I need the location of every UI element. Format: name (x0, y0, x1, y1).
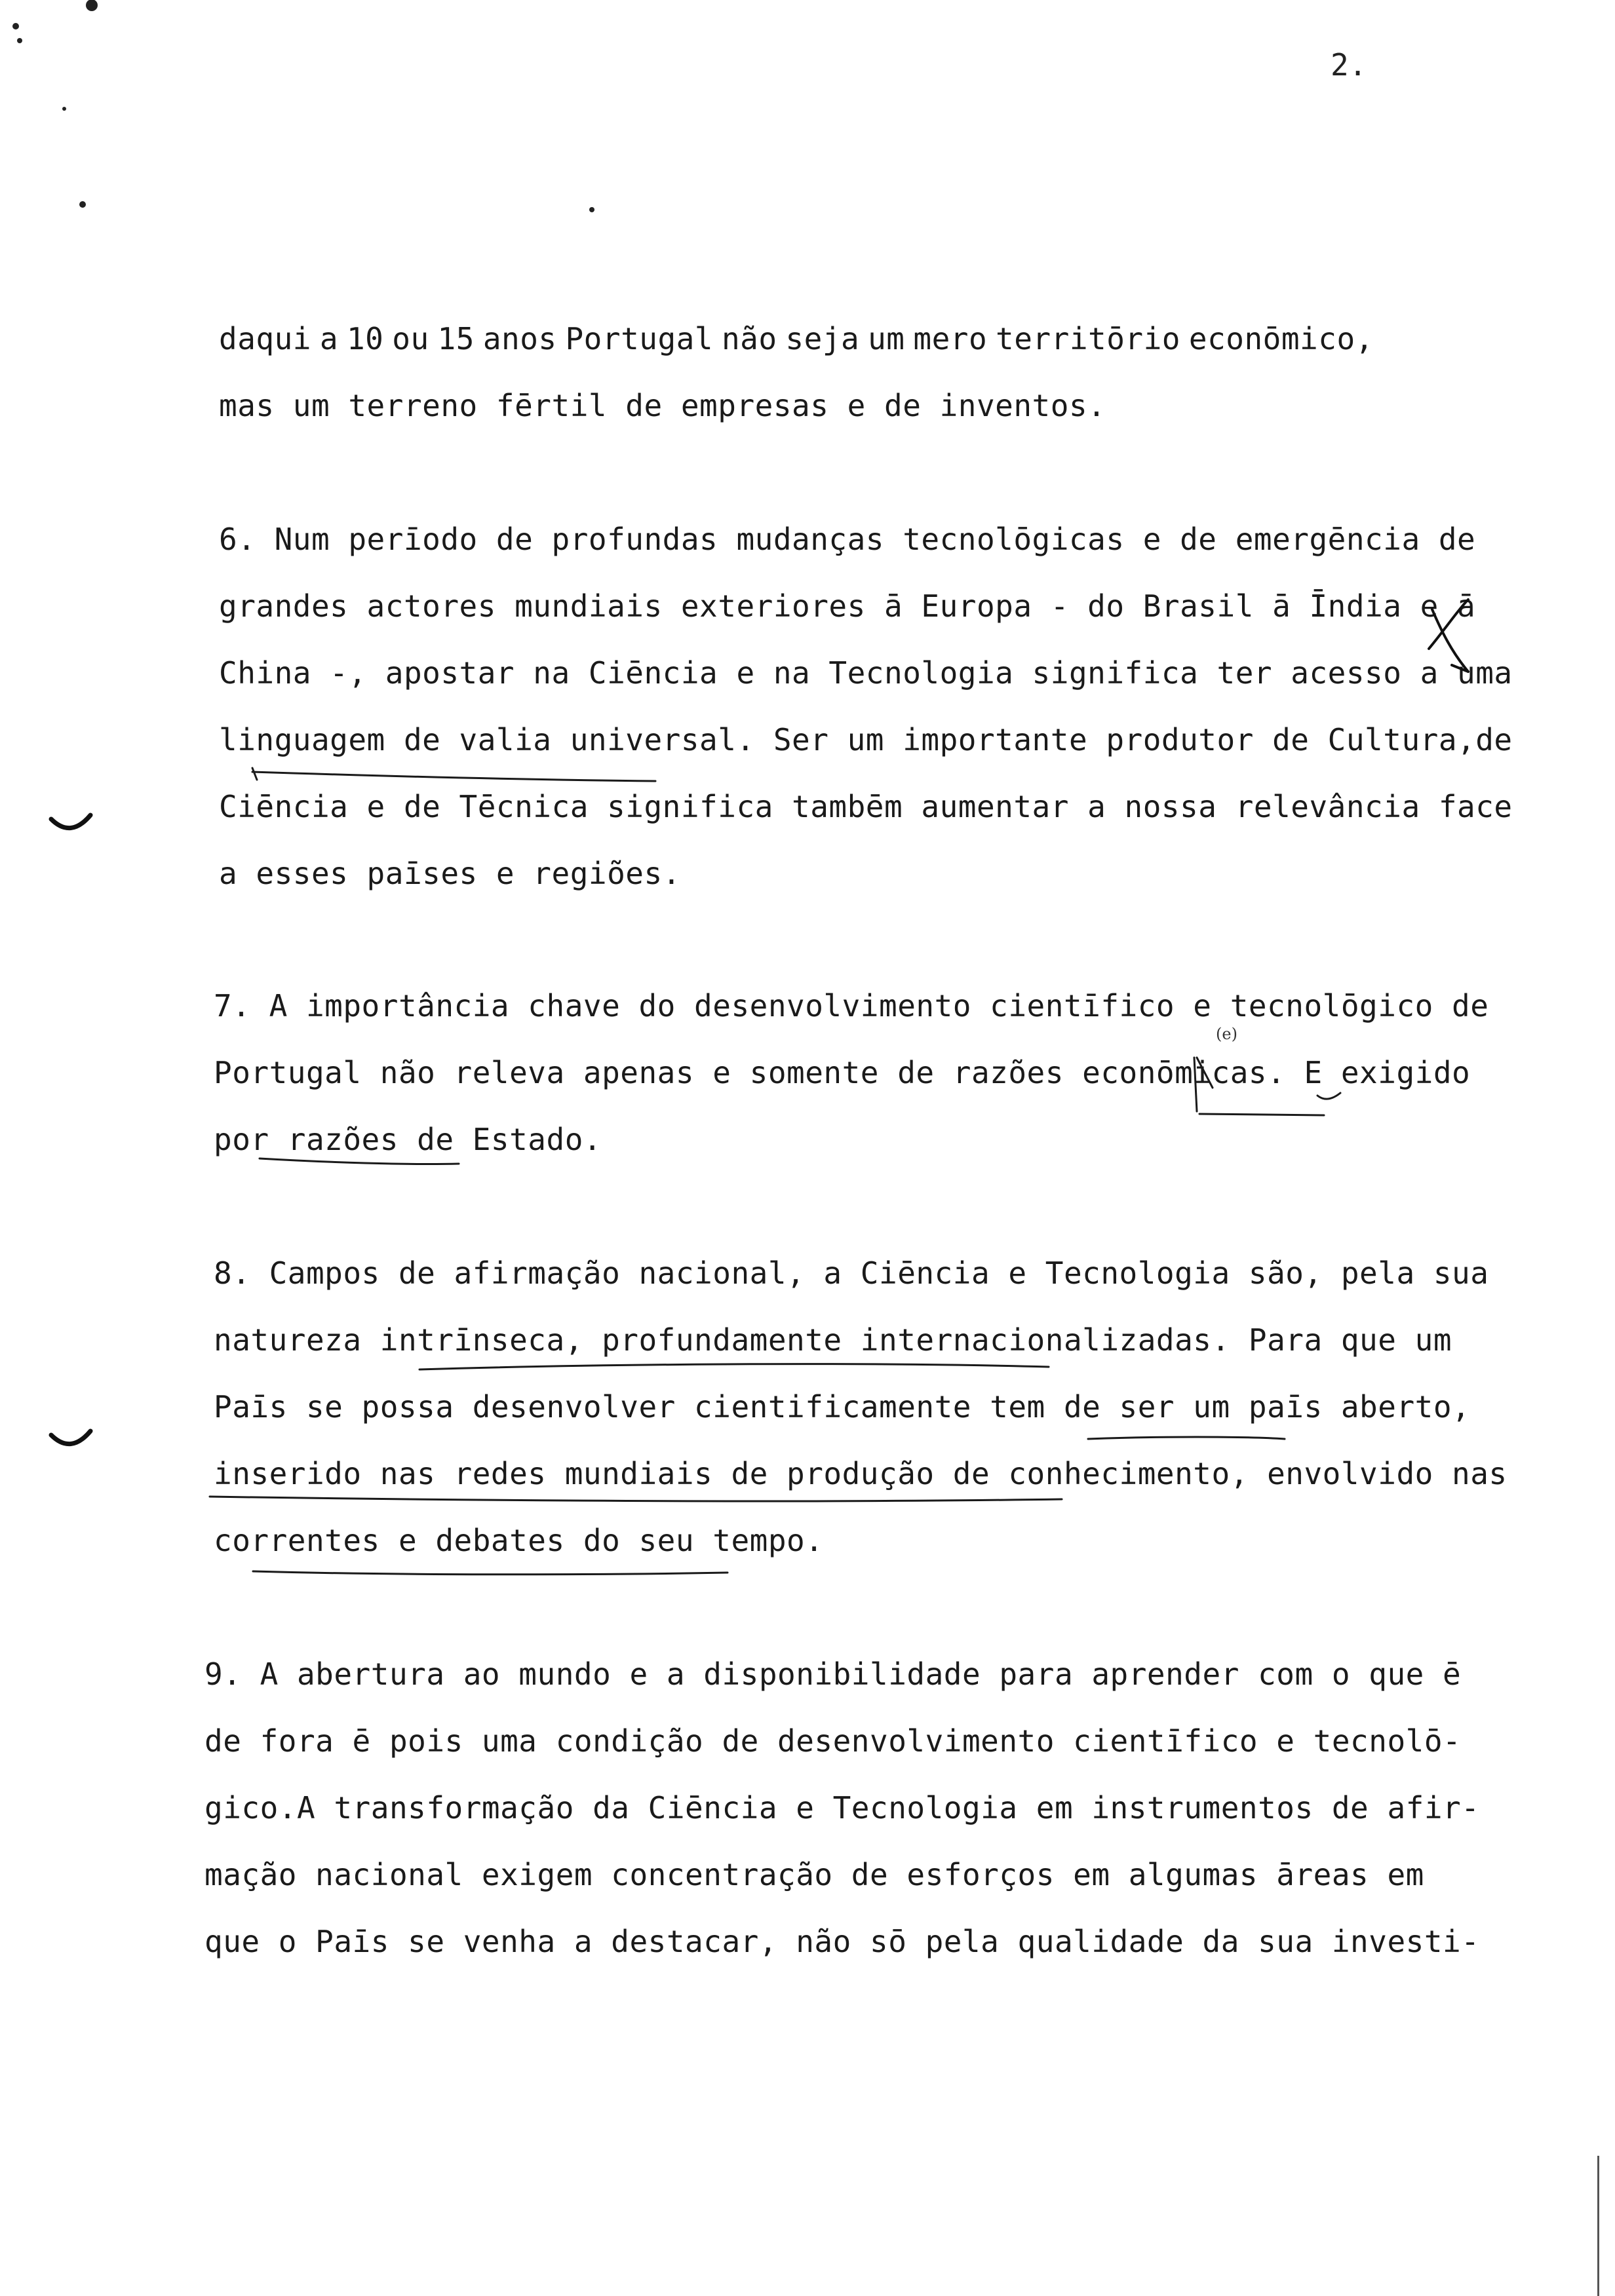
text-line: Ciēncia e de Tēcnica significa tambēm aumentar a nossa relevância face (219, 789, 1513, 824)
text-line: mas um terreno fērtil de empresas e de inventos. (219, 388, 1106, 423)
text-line: por razões de Estado. (214, 1122, 602, 1157)
text-line: mação nacional exigem concentração de esforços em algumas āreas em (204, 1857, 1424, 1892)
text-line: daqui a 10 ou 15 anos Portugal não seja um mero territōrio econōmico, (219, 321, 1374, 356)
text-line: inserido nas redes mundiais de produção de conhecimento, envolvido nas (214, 1456, 1508, 1491)
margin-line (1597, 2156, 1599, 2296)
text-line: China -, apostar na Ciēncia e na Tecnologia significa ter acesso a uma (219, 655, 1513, 691)
page-number: 2. (1331, 47, 1367, 83)
text-line: 7. A importância chave do desenvolvimento cientīfico e tecnolōgico de (214, 988, 1489, 1024)
text-line: grandes actores mundiais exteriores ā Europa - do Brasil ā Īndia e ā (219, 588, 1476, 624)
text-line: Portugal não releva apenas e somente de razões econōmicas. E exigido (214, 1055, 1471, 1090)
handwritten-note: (e) (1216, 1025, 1237, 1043)
text-line: gico.A transformação da Ciēncia e Tecnologia em instrumentos de afir- (204, 1790, 1480, 1826)
text-line: 8. Campos de afirmação nacional, a Ciēncia e Tecnologia são, pela sua (214, 1255, 1489, 1291)
text-line: 9. A abertura ao mundo e a disponibilidade para aprender com o que ē (204, 1656, 1462, 1692)
text-line: correntes e debates do seu tempo. (214, 1523, 824, 1558)
text-line: natureza intrīnseca, profundamente internacionalizadas. Para que um (214, 1322, 1452, 1358)
text-line: que o Paīs se venha a destacar, não sō pela qualidade da sua investi- (204, 1924, 1480, 1959)
text-line: linguagem de valia universal. Ser um importante produtor de Cultura,de (219, 722, 1513, 757)
text-line: Paīs se possa desenvolver cientificamente tem de ser um paīs aberto, (214, 1389, 1471, 1425)
text-line: de fora ē pois uma condição de desenvolvimento cientīfico e tecnolō- (204, 1723, 1462, 1759)
text-line: 6. Num perīodo de profundas mudanças tecnolōgicas e de emergēncia de (219, 522, 1476, 557)
text-line: a esses paīses e regiões. (219, 856, 681, 891)
